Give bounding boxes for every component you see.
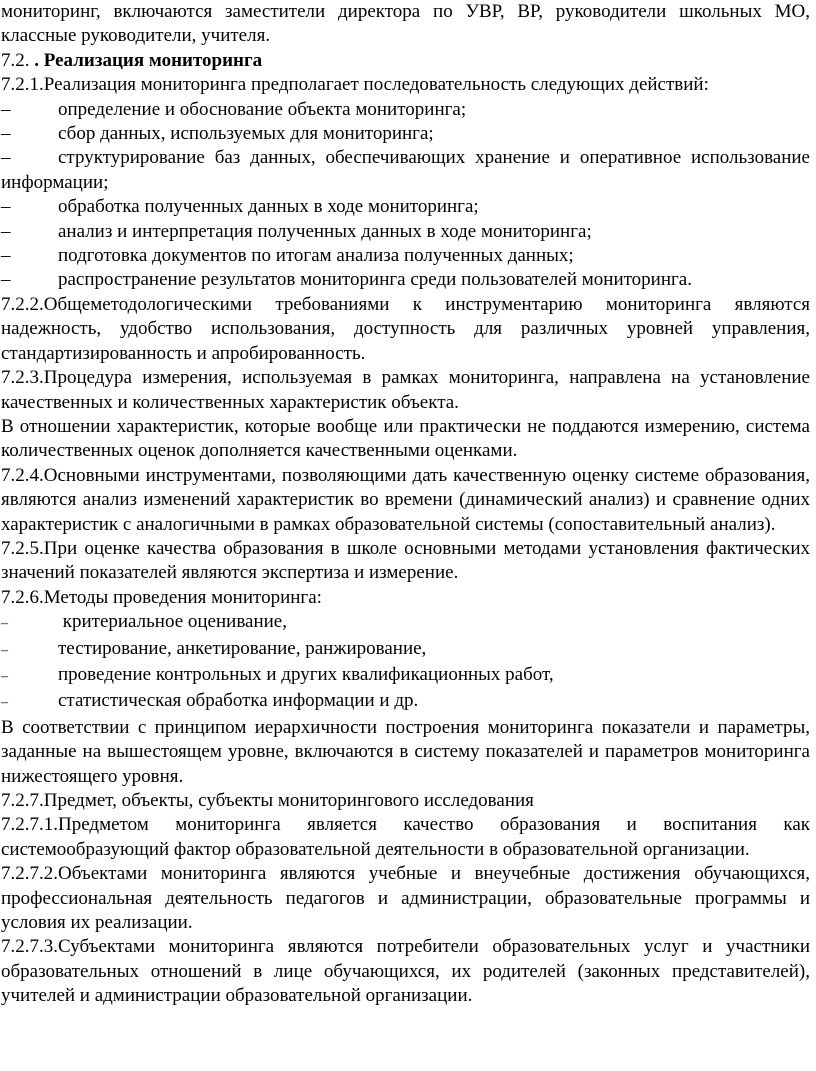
dash-marker: –: [1, 269, 11, 291]
list-item: – анализ и интерпретация полученных данных в ходе мониторинга;: [1, 220, 810, 244]
list-item: – распространение результатов мониторинга среди пользователей мониторинга.: [1, 268, 810, 292]
dash-marker: –: [1, 616, 8, 632]
section-7-2-7-1: 7.2.7.1.Предметом мониторинга является качество образования и воспитания как системообразующий фактор образовательной деятельности в образовательной организации.: [1, 814, 810, 860]
list-item: – тестирование, анкетирование, ранжирование,: [1, 637, 810, 663]
dash-marker: –: [1, 245, 11, 267]
list-item: – статистическая обработка информации и др.: [1, 689, 810, 715]
list-item: – подготовка документов по итогам анализа полученных данных;: [1, 244, 810, 268]
section-7-2-4: 7.2.4.Основными инструментами, позволяющими дать качественную оценку системе образования, являются анализ изменений характеристик во времени (динамический анализ) и сравнение одних характеристик с аналогичными в рамках образовательной системы (сопоставительный анализ).: [1, 464, 810, 535]
dash-marker: –: [1, 98, 11, 120]
section-7-2-title: . Реализация мониторинга: [34, 49, 263, 71]
dash-marker: –: [1, 196, 11, 218]
dash-marker: –: [1, 147, 11, 169]
section-7-2-heading: [1, 49, 810, 73]
section-7-2-3: 7.2.3.Процедура измерения, используемая в рамках мониторинга, направлена на установление качественных и количественных характеристик объекта.: [1, 367, 810, 413]
section-7-2-6: 7.2.6.Методы проведения мониторинга:: [1, 586, 322, 608]
list-item: – проведение контрольных и других квалификационных работ,: [1, 663, 810, 689]
list-item: – критериальное оценивание,: [1, 610, 810, 636]
section-7-2-2: 7.2.2.Общеметодологическими требованиями к инструментарию мониторинга являются надежность, удобство использования, доступность для различных уровней управления, стандартизированность и апробированность.: [1, 293, 810, 364]
section-7-2-7: 7.2.7.Предмет, объекты, субъекты мониторингового исследования: [1, 790, 534, 811]
list-item: – определение и обоснование объекта мониторинга;: [1, 98, 810, 122]
list-item: – сбор данных, используемых для мониторинга;: [1, 122, 810, 146]
list-item: – структурирование баз данных, обеспечивающих хранение и оперативное использование информации;: [1, 147, 810, 193]
section-7-2-3-continuation: В отношении характеристик, которые вообще или практически не поддаются измерению, система количественных оценок дополняется качественными оценками.: [1, 415, 810, 462]
dash-marker: –: [1, 220, 11, 242]
section-7-2-7-3: 7.2.7.3.Субъектами мониторинга являются потребители образовательных услуг и участники образовательных отношений в лице обучающихся, их родителей (законных представителей), учителей и администрации образовательной организации.: [1, 936, 810, 1007]
section-7-2-7-2: 7.2.7.2.Объектами мониторинга являются учебные и внеучебные достижения обучающихся, профессиональная деятельность педагогов и администрации, образовательные программы и условия их реализации.: [1, 863, 810, 934]
section-7-2-5: 7.2.5.При оценке качества образования в школе основными методами установления фактических значений показателей являются экспертиза и измерение.: [1, 537, 810, 584]
dash-marker: –: [1, 668, 8, 684]
dash-marker: –: [1, 642, 8, 658]
intro-paragraph: мониторинг, включаются заместители директора по УВР, ВР, руководители школьных МО, классные руководители, учителя.: [1, 1, 810, 47]
dash-marker: –: [1, 123, 11, 145]
list-item: – обработка полученных данных в ходе мониторинга;: [1, 195, 810, 219]
hierarchy-paragraph: В соответствии с принципом иерархичности построения мониторинга показатели и параметры, заданные на вышестоящем уровне, включаются в систему показателей и параметров мониторинга нижестоящего уровня.: [1, 716, 810, 787]
section-7-2-1: 7.2.1.Реализация мониторинга предполагает последовательность следующих действий:: [1, 74, 709, 96]
dash-marker: –: [1, 695, 8, 711]
section-7-2-number: 7.2.: [1, 49, 35, 71]
